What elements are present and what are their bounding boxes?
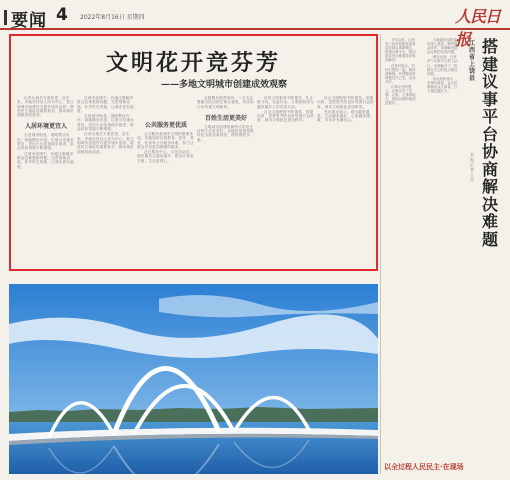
side-headline: 搭建议事平台 协商解决难题 — [482, 37, 499, 249]
side-kicker: 江西省上饶县 — [469, 40, 476, 82]
article-paragraph: 社会文明程度不断提高，崇德向善、见贤思齐的良好氛围日益浓厚，城市文明底色更加鲜亮。 — [257, 109, 314, 123]
article-paragraph: 在城市创建中，各地注重解决群众急难愁盼问题，完善基础设施，补齐民生短板，让城市更有温度。 — [77, 96, 134, 113]
page-number: 4 — [56, 5, 68, 25]
article-paragraph: 记者从相关方面获悉，近年来，多地坚持以人民为中心，把文明城市创建作为提升城市品质、增进民生福祉的重要抓手，推动城市面貌持续改善。 — [17, 96, 74, 118]
article-paragraph: 群众纷纷表示，有事好商量，众人的事情由众人商量，日子越过越红火。 — [427, 76, 458, 94]
article-subhead: 人居环境更宜人 — [24, 123, 67, 131]
main-headline: 文明花开竞芬芳 — [105, 50, 281, 76]
article-column-5 — [257, 96, 315, 268]
article-paragraph: 记者从相关方面获悉，近年来，多地坚持以人民为中心，把文明城市创建作为提升城市品质、增进民生福祉的重要抓手，推动城市面貌持续改善。 — [77, 132, 134, 154]
article-paragraph: 在城市创建中，各地注重解决群众急难愁盼问题，完善基础设施，补齐民生短板，让城市更有温度。 — [17, 151, 74, 169]
series-link[interactable]: 以全过程人民民主·在现场 — [384, 463, 464, 471]
article-paragraph: 受访群众表示，城市越来越美，生活越来越好，心里越来越暖，对未来充满信心。 — [317, 109, 371, 123]
article-paragraph: 当地政协组织委员深入基层，倾听群众呼声，协调解决群众反映的实际问题。 — [427, 38, 458, 55]
article-paragraph: 走进城市街巷，道路整洁有序，绿地随处可见，垃圾分类逐步普及，老旧小区改造稳步推进，群众的获得感不断增强。 — [77, 114, 134, 132]
side-text-column-1 — [385, 38, 416, 458]
article-paragraph: 志愿服务蔚然成风，一支支志愿服务队活跃在街头巷尾，用实际行动传递文明新风。 — [197, 96, 254, 109]
article-paragraph: 走进城市街巷，道路整洁有序，绿地随处可见，垃圾分类逐步普及，老旧小区改造稳步推进，群众的获得感不断增强。 — [17, 133, 74, 151]
article-column-1 — [17, 96, 75, 268]
article-paragraph: 文明城市创建的最终目的是让百姓生活更美好。各地把创建成果转化为群众看得见、摸得着的实惠。 — [197, 124, 254, 142]
article-column-2 — [77, 96, 135, 268]
side-text-column-2 — [427, 38, 458, 458]
article-paragraph: 社区服务中心、文化活动站、便民服务点越来越多，群众办事更方便，生活更舒心。 — [137, 150, 194, 163]
article-paragraph: 今年以来，江西省上饶县积极探索基层协商议事新模式，搭建议事平台，推动群众身边难题得到有效解决。 — [385, 38, 416, 63]
article-paragraph: 在某村委会，村民们围坐一起，就村道修缮、环境整治等问题各抒己见，达成共识。 — [385, 63, 416, 84]
main-subheadline: ——多地文明城市创建成效观察 — [161, 80, 288, 90]
article-subhead: 百姓生活更美好 — [204, 114, 247, 122]
section-bar — [4, 10, 7, 25]
bridge-photo[interactable] — [9, 284, 378, 474]
article-paragraph: 议事平台的建立，让群众有了说事、议事、主事的地方，基层治理效能明显提升。 — [385, 85, 416, 106]
article-subhead: 公共服务更优质 — [144, 122, 187, 129]
main-article-highlight[interactable] — [9, 34, 378, 271]
side-byline: 本报记者 王丹 — [470, 152, 474, 182]
section-title: 要闻 — [11, 11, 47, 31]
article-paragraph: 市民文明素养不断提升，礼让斑马线、光盘行动、文明旅游成为越来越多人的自觉行动。 — [257, 96, 314, 109]
article-column-4 — [197, 96, 255, 268]
article-paragraph: 截至目前，已有多个议事平台投入运行，协商解决了一批群众关心的热点难点问题。 — [427, 55, 458, 76]
article-column-6 — [317, 96, 375, 268]
bridge-illustration — [9, 284, 378, 474]
article-column-3 — [137, 116, 195, 288]
issue-date: 2022年8月16日 星期四 — [80, 14, 145, 21]
side-article[interactable] — [380, 34, 509, 474]
article-paragraph: 公共服务是城市文明的重要体现。各地加快完善教育、医疗、养老、托育等公共服务体系，努力让群众享受更加便捷的服务。 — [137, 132, 194, 149]
masthead-logo: 人民日报 — [455, 7, 501, 49]
article-paragraph: 社会文明程度不断提高，崇德向善、见贤思齐的良好氛围日益浓厚，城市文明底色更加鲜亮。 — [317, 96, 374, 109]
